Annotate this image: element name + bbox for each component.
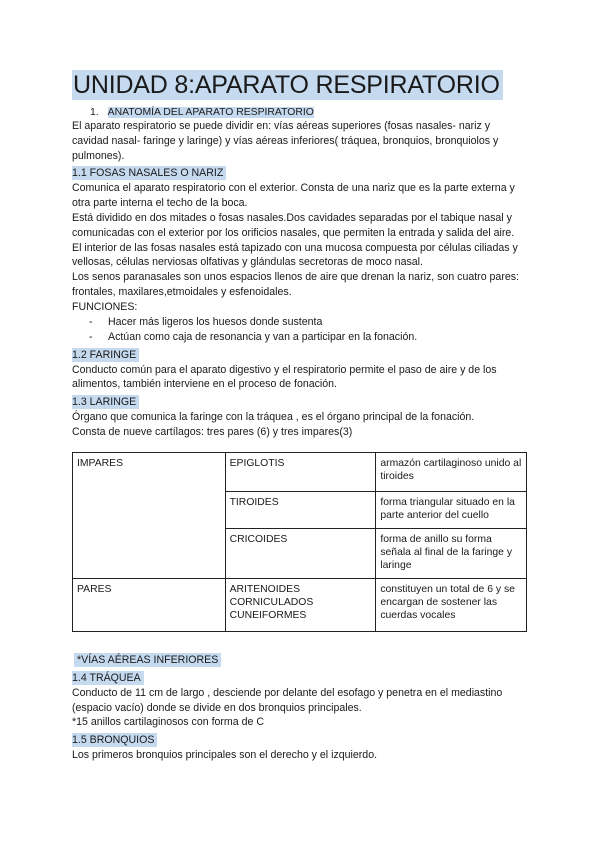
larynx-paragraph-2: Consta de nueve cartílagos: tres pares (6) y tres impares(3) [72,425,353,438]
pares-name: CUNEIFORMES [229,609,307,621]
page-title: UNIDAD 8:APARATO RESPIRATORIO [72,70,503,100]
nasal-paragraph-2: Está dividido en dos mitades o fosas nasales.Dos cavidades separadas por el tabique nasal y comunicadas con el exterior por los orificios nasales, que permiten la entrada y salida del aire. [72,211,515,239]
nasal-paragraph-4: Los senos paranasales son unos espacios llenos de aire que drenan la nariz, son cuatro pares: frontales, maxilares,etmoidales y esfenoidales. [72,271,519,298]
table-row [73,452,527,491]
nasal-paragraph-3: El interior de las fosas nasales está tapizado con una mucosa compuesta por células ciliadas y vellosas, células nerviosas olfativas y glándulas secretoras de moco nasal. [72,241,518,269]
table-row [73,578,527,631]
bronchi-heading: 1.5 BRONQUIOS [72,733,157,747]
list-item: - Actúan como caja de resonancia y van a participar en la fonación. [89,330,418,343]
trachea-paragraph-1: Conducto de 11 cm de largo , desciende por delante del esofago y penetra en el mediastino (espacio vacío) donde se divide en dos bronquios principales. [72,686,503,714]
pares-desc-cell: constituyen un total de 6 y se encargan de sostener las cuerdas vocales [376,578,527,631]
section-number: 1. [90,107,99,118]
pares-name: CORNICULADOS [229,596,314,608]
impares-cell: IMPARES [73,452,226,578]
cartilage-table [72,452,527,632]
lower-airways-heading: *VÍAS AÉREAS INFERIORES [74,653,221,667]
bronchi-paragraph: Los primeros bronquios principales son el derecho y el izquierdo. [72,749,378,762]
nasal-paragraph-1: Comunica el aparato respiratorio con el exterior. Consta de una nariz que es la parte externa y otra parte interna el techo de la boca. [72,182,515,210]
functions-label: FUNCIONES: [72,300,138,313]
table-cell-name: EPIGLOTIS [225,452,376,491]
pharynx-heading: 1.2 FARINGE [72,348,139,362]
intro-paragraph: El aparato respiratorio se puede dividir en: vías aéreas superiores (fosas nasales- nariz y cavidad nasal- faringe y laringe) y vías aéreas inferiores( tráquea, bronquios, bronquiolos y pulmones). [72,120,499,162]
pharynx-paragraph: Conducto común para el aparato digestivo y el respiratorio permite el paso de aire y de los alimentos, también interviene en el proceso de fonación. [72,363,497,391]
trachea-heading: 1.4 TRÁQUEA [72,671,144,685]
pares-cell: PARES [73,578,226,631]
pares-name: ARITENOIDES [229,583,301,595]
section-heading-text: ANATOMÍA DEL APARATO RESPIRATORIO [107,107,314,118]
nasal-heading: 1.1 FOSAS NASALES O NARIZ [72,166,226,180]
table-cell-desc: armazón cartilaginoso unido al tiroides [376,452,527,491]
document-page [72,70,527,763]
larynx-paragraph-1: Órgano que comunica la faringe con la tráquea , es el órgano principal de la fonación. [72,411,475,424]
table-cell-name: CRICOIDES [225,528,376,578]
table-cell-name: TIROIDES [225,491,376,528]
pares-names-cell [225,578,376,631]
trachea-paragraph-2: *15 anillos cartilaginosos con forma de C [72,716,264,729]
larynx-heading: 1.3 LARINGE [72,395,139,409]
list-item: - Hacer más ligeros los huesos donde sustenta [89,315,323,328]
functions-list [72,315,527,345]
table-cell-desc: forma triangular situado en la parte anterior del cuello [376,491,527,528]
section-heading [90,106,527,119]
table-cell-desc: forma de anillo su forma señala al final de la faringe y laringe [376,528,527,578]
